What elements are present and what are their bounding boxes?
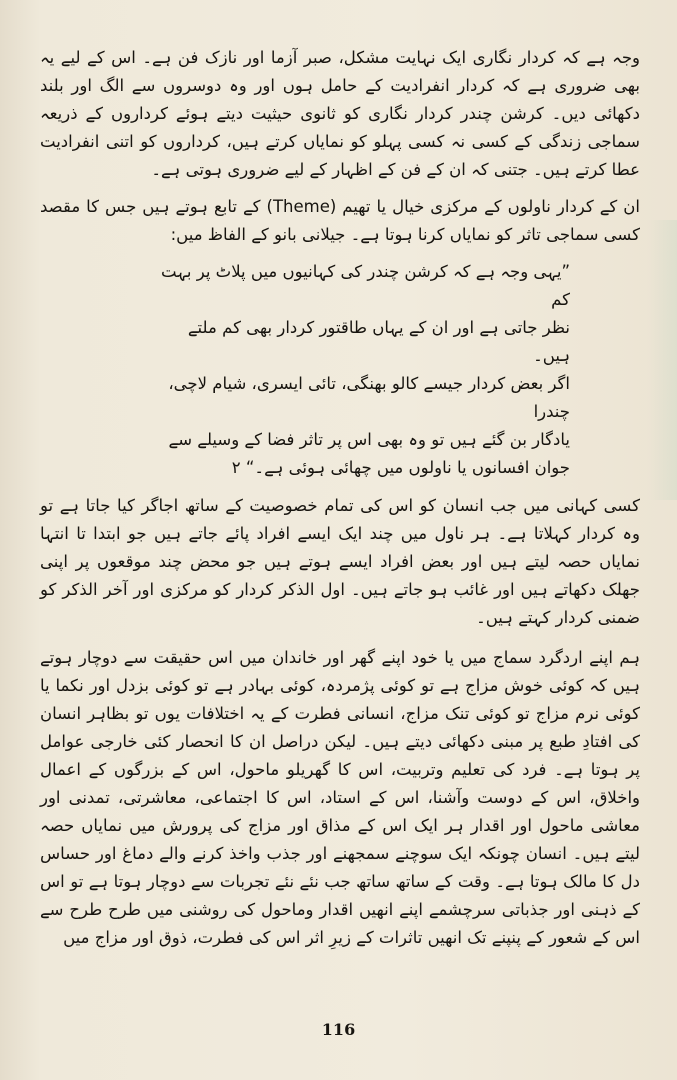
quote-line: یادگار بن گئے ہیں تو وہ بھی اس پر تاثر فضا کے وسیلے سے — [168, 430, 570, 449]
quote-line: ”یہی وجہ ہے کہ کرشن چندر کی کہانیوں میں پلاٹ پر بہت کم — [161, 262, 570, 309]
paragraph-3: کسی کہانی میں جب انسان کو اس کی تمام خصوصیت کے ساتھ اجاگر کیا جاتا ہے تو وہ کردار کہلاتا ہے۔ ہر ناول میں چند ایک ایسے افراد پائے جاتے ہیں جو ابتدا تا انتہا نمایاں حصہ لیتے ہیں اور بعض افراد ایسے ہوتے ہیں جو محض چند موقعوں پر اپنی جھلک دکھاتے ہیں اور غائب ہو جاتے ہیں۔ اول الذکر کردار کو مرکزی اور آخر الذکر کو ضمنی کردار کہتے ہیں۔ — [40, 496, 640, 627]
quote-line: جوان افسانوں یا ناولوں میں چھائی ہوئی ہے۔“ ۲ — [231, 458, 570, 477]
block-quote — [40, 258, 640, 482]
page-number: 116 — [321, 1020, 356, 1039]
paragraph-2: ان کے کردار ناولوں کے مرکزی خیال یا تھیم (Theme) کے تابع ہوتے ہیں جس کا مقصد کسی سماجی تاثر کو نمایاں کرنا ہوتا ہے۔ جیلانی بانو کے الفاظ میں: — [40, 197, 640, 244]
page-edge-shadow — [647, 220, 677, 500]
quote-line: اگر بعض کردار جیسے کالو بھنگی، تائی ایسری، شیام لاچی، چندرا — [168, 374, 570, 421]
paragraph-1: وجہ ہے کہ کردار نگاری ایک نہایت مشکل، صبر آزما اور نازک فن ہے۔ اس کے لیے یہ بھی ضروری ہے کہ کردار انفرادیت کے حامل ہوں اور وہ دوسروں سے الگ اور بلند دکھائی دیں۔ کرشن چندر کردار نگاری کو ثانوی حیثیت دیتے ہوئے کرداروں کے ذریعہ سماجی زندگی کے کسی نہ کسی پہلو کو نمایاں کرتے ہیں، کرداروں کو اتنی انفرادیت عطا کرتے ہیں۔ جتنی کہ ان کے فن کے اظہار کے لیے ضروری ہوتی ہے۔ — [40, 48, 640, 179]
paragraph-4: ہم اپنے اردگرد سماج میں یا خود اپنے گھر اور خاندان میں اس حقیقت سے دوچار ہوتے ہیں کہ کوئی خوش مزاج ہے تو کوئی پژمردہ، کوئی بہادر ہے تو کوئی بزدل اور نکما یا کوئی نرم مزاج تو کوئی تنک مزاج، انسانی فطرت کے یہ اختلافات یوں تو بظاہر انسان کی افتادِ طبع پر مبنی دکھائی دیتے ہیں۔ لیکن دراصل ان کا انحصار کئی خارجی عوامل پر ہوتا ہے۔ فرد کی تعلیم وتربیت، اس کا گھریلو ماحول، اس کے بزرگوں کے اعمال واخلاق، اس کے دوست وآشنا، اس کے استاد، اس کا اجتماعی، معاشرتی، تمدنی اور معاشی ماحول اور اقدار ہر ایک اس کے مذاق اور مزاج کی پرورش میں نمایاں حصہ لیتے ہیں۔ انسان چونکہ ایک سوچنے سمجھنے اور جذب واخذ کرنے والے دماغ اور حساس دل کا مالک ہوتا ہے۔ وقت کے ساتھ ساتھ جب نئے نئے تجربات سے دوچار ہوتا ہے تو اس کے ذہنی اور جذباتی سرچشمے اپنے انھیں اقدار وماحول کی روشنی میں طرح طرح سے اس کے شعور کے پنپنے تک انھیں تاثرات کے زیرِ اثر اس کی فطرت، ذوق اور مزاج میں — [40, 648, 640, 947]
body-text — [40, 44, 640, 961]
quote-line: نظر جاتی ہے اور ان کے یہاں طاقتور کردار بھی کم ملتے ہیں۔ — [187, 318, 570, 365]
